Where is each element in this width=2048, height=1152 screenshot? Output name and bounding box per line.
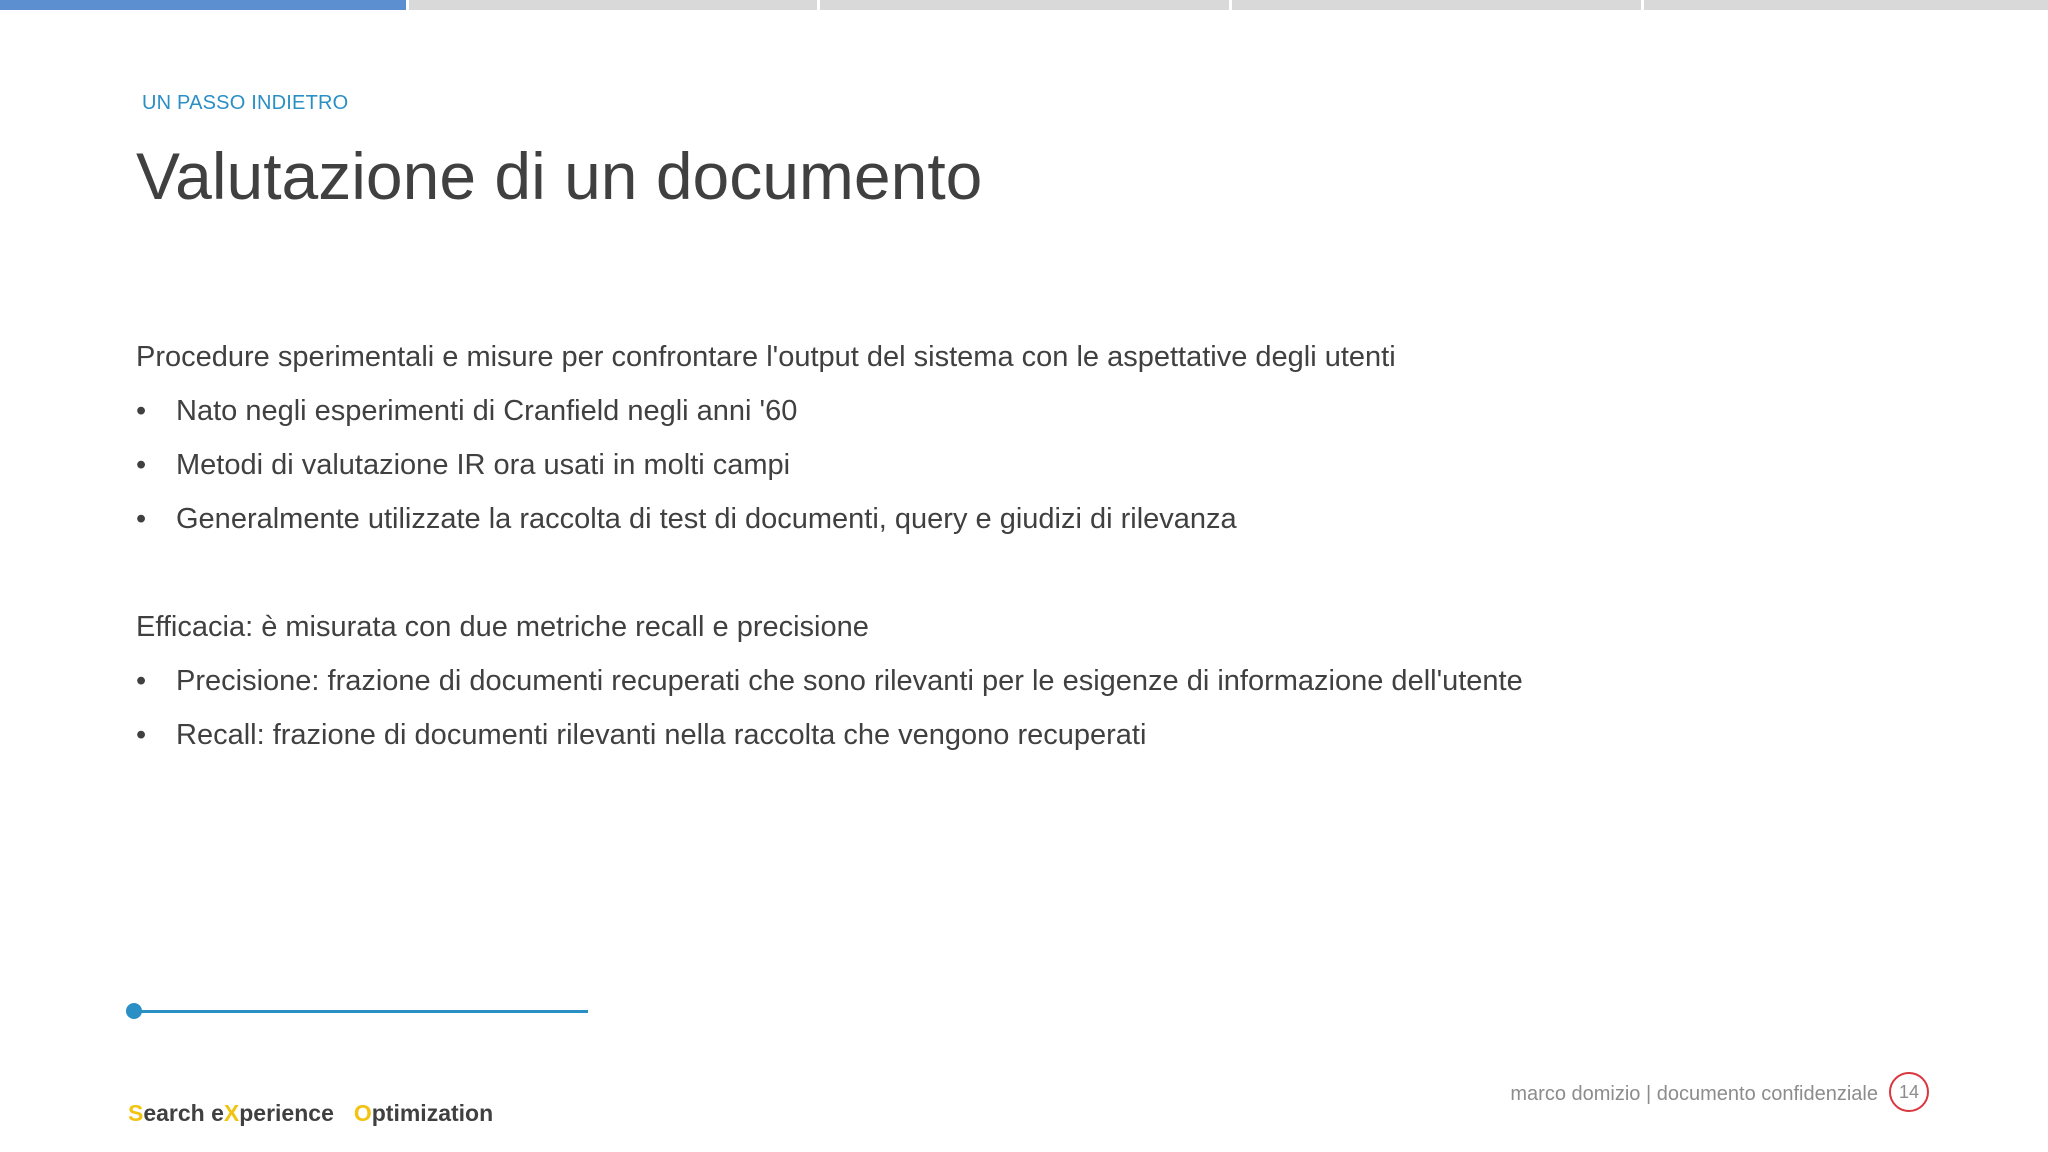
bullet-text: Generalmente utilizzate la raccolta di test di documenti, query e giudizi di rilevanza bbox=[176, 503, 1237, 535]
section-efficacy bbox=[136, 600, 1856, 762]
bullet-item bbox=[136, 384, 1856, 438]
section-lead: Procedure sperimentali e misure per confrontare l'output del sistema con le aspettative degli utenti bbox=[136, 341, 1396, 373]
bullet-text: Recall: frazione di documenti rilevanti nella raccolta che vengono recuperati bbox=[176, 719, 1147, 751]
decorative-dot bbox=[126, 1003, 142, 1019]
page-number-badge: 14 bbox=[1889, 1072, 1929, 1112]
brand-word-earch: earch e bbox=[143, 1100, 224, 1126]
bullet-item bbox=[136, 492, 1856, 546]
bullet-item bbox=[136, 438, 1856, 492]
bullet-glyph: • bbox=[136, 719, 147, 751]
section-kicker: UN PASSO INDIETRO bbox=[142, 92, 349, 114]
section-procedures bbox=[136, 330, 1856, 546]
decorative-line bbox=[134, 1010, 588, 1013]
slide-title: Valutazione di un documento bbox=[136, 139, 983, 213]
brand-letter-x: X bbox=[223, 1100, 240, 1126]
brand-letter-o: O bbox=[353, 1100, 372, 1126]
progress-segment-4 bbox=[1232, 0, 1641, 10]
progress-segment-3 bbox=[820, 0, 1229, 10]
bullet-text: Metodi di valutazione IR ora usati in molti campi bbox=[176, 449, 791, 481]
slide-progress-bar bbox=[0, 0, 2048, 10]
progress-segment-2 bbox=[409, 0, 817, 10]
bullet-text: Nato negli esperimenti di Cranfield negli anni '60 bbox=[176, 395, 798, 427]
brand-word-perience: perience bbox=[239, 1100, 334, 1126]
bullet-glyph: • bbox=[136, 503, 147, 535]
bullet-item bbox=[136, 708, 1856, 762]
progress-segment-1 bbox=[0, 0, 406, 10]
slide-body bbox=[136, 330, 1856, 816]
bullet-glyph: • bbox=[136, 665, 147, 697]
bullet-glyph: • bbox=[136, 449, 147, 481]
brand-logo-text bbox=[128, 1100, 493, 1127]
bullet-glyph: • bbox=[136, 395, 147, 427]
brand-word-ptimization: ptimization bbox=[371, 1100, 494, 1126]
brand-letter-s: S bbox=[128, 1100, 144, 1126]
progress-segment-5 bbox=[1644, 0, 2048, 10]
bullet-text: Precisione: frazione di documenti recuperati che sono rilevanti per le esigenze di informazione dell'utente bbox=[176, 665, 1523, 697]
section-lead: Efficacia: è misurata con due metriche recall e precisione bbox=[136, 611, 869, 643]
bullet-item bbox=[136, 654, 1856, 708]
footer-author-confidential: marco domizio | documento confidenziale bbox=[1510, 1083, 1878, 1105]
